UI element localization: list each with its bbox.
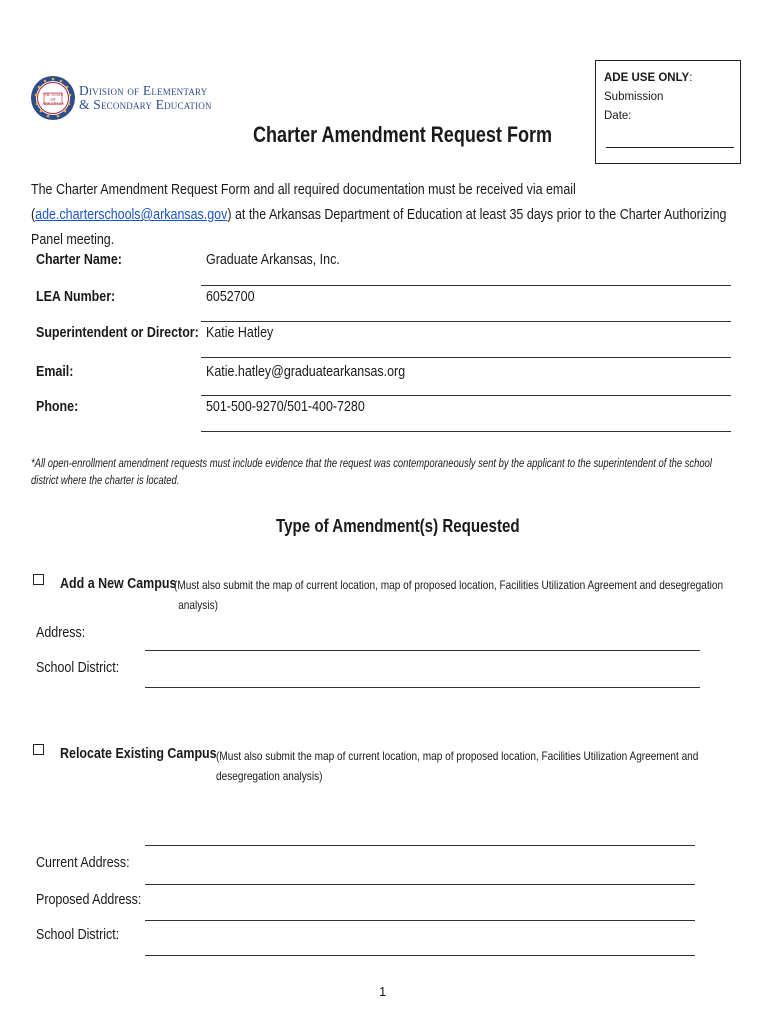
lea-number-underline [201,321,731,322]
add-campus-address-line[interactable] [145,650,700,651]
superintendent-label: Superintendent or Director: [36,325,199,341]
intro-paragraph [31,178,736,253]
ade-date-label: Date: [604,110,632,122]
relocate-campus-desc-line2: desegregation analysis) [216,769,323,783]
charter-name-underline [201,285,731,286]
charter-name-label: Charter Name: [36,252,122,268]
email-value[interactable]: Katie.hatley@graduatearkansas.org [206,364,406,380]
add-campus-district-label: School District: [36,660,120,676]
lea-number-label: LEA Number: [36,289,116,305]
logo-wordmark [79,84,212,112]
phone-label: Phone: [36,399,79,415]
relocate-campus-desc-line1: (Must also submit the map of current location, map of proposed location, Facilities Utilization Agreement and [216,749,699,763]
charter-name-value[interactable]: Graduate Arkansas, Inc. [206,252,340,268]
page-number: 1 [379,984,387,999]
lea-number-value[interactable]: 6052700 [206,289,255,305]
ade-use-only-label [604,69,740,126]
charter-email-link[interactable]: ade.charterschools@arkansas.gov [35,207,228,223]
form-title: Charter Amendment Request Form [253,122,553,147]
add-campus-checkbox[interactable] [33,574,44,585]
phone-underline [201,431,731,432]
add-campus-desc-line1: (Must also submit the map of current location, map of proposed location, Facilities Utilization Agreement and desegregation [174,578,724,592]
relocate-district-label: School District: [36,927,120,943]
proposed-address-label: Proposed Address: [36,892,142,908]
logo-line-1: Division of Elementary [79,83,208,98]
superintendent-underline [201,357,731,358]
intro-text-before: The Charter Amendment Request Form and all required documentation must be received via email ( [31,182,576,223]
relocate-campus-description [216,746,698,786]
section-title-amendments: Type of Amendment(s) Requested [276,516,520,536]
intro-text-after: ) at the Arkansas Department of Education at least 35 days prior to the Charter Authorizing Panel meeting. [31,207,727,248]
relocate-campus-title: Relocate Existing Campus [60,746,217,762]
add-campus-desc-line2: analysis) [178,598,218,612]
email-label: Email: [36,364,74,380]
relocate-top-line [145,845,695,846]
seal-text: THE STATE OF ARKANSAS [42,92,64,106]
add-campus-description [174,575,723,615]
current-address-label: Current Address: [36,855,130,871]
superintendent-value[interactable]: Katie Hatley [206,325,274,341]
current-address-line[interactable] [145,884,695,885]
add-campus-title: Add a New Campus [60,576,177,592]
email-underline [201,395,731,396]
add-campus-district-line[interactable] [145,687,700,688]
ade-date-line [606,147,734,148]
relocate-district-line[interactable] [145,955,695,956]
ade-use-only-bold: ADE USE ONLY [604,72,690,84]
ade-submission-label: : Submission [604,72,693,103]
add-campus-address-label: Address: [36,625,86,641]
open-enrollment-note: *All open-enrollment amendment requests must include evidence that the request was contemporaneously sent by the applicant to the superintendent of the school district where the charter is located. [31,458,712,487]
logo-line-2: & Secondary Education [79,97,212,112]
ade-logo-seal [30,62,76,139]
proposed-address-line[interactable] [145,920,695,921]
ade-use-only-box [595,60,741,164]
phone-value[interactable]: 501-500-9270/501-400-7280 [206,399,365,415]
relocate-campus-checkbox[interactable] [33,744,44,755]
